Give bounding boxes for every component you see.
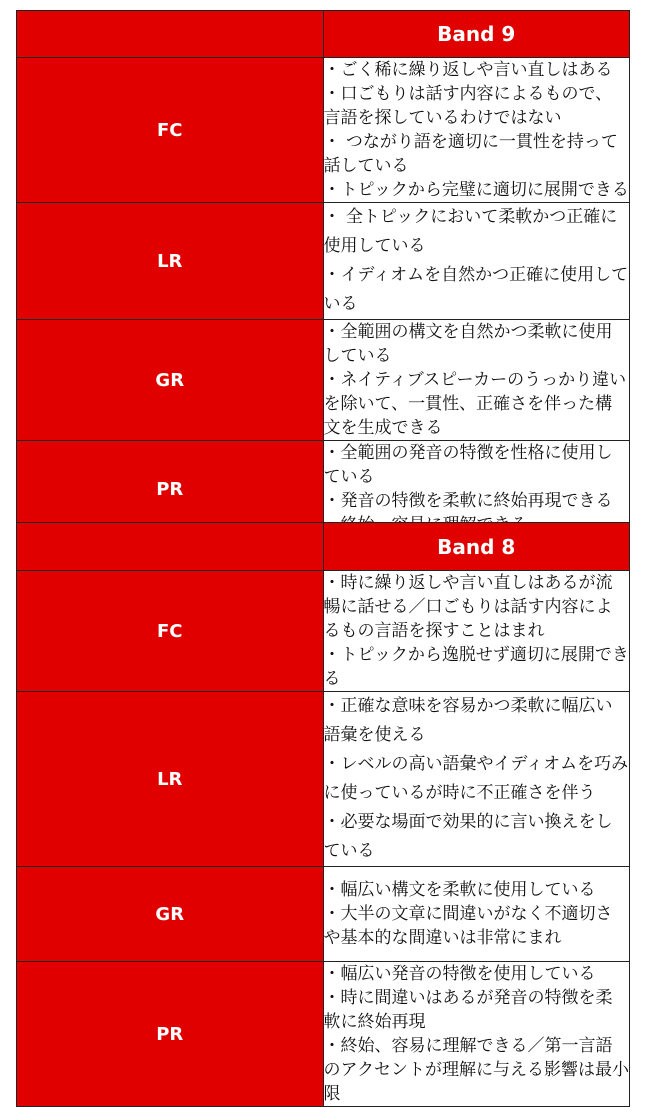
table-row (17, 692, 630, 867)
descriptor-line: ・イディオムを自然かつ正確に使用している (323, 265, 629, 314)
band8-table (16, 522, 630, 1107)
descriptor-line: ・トピックから逸脱せず適切に展開できる (323, 645, 629, 689)
table-row (17, 962, 630, 1107)
header-blank-cell (17, 523, 324, 571)
descriptor-cell (323, 692, 630, 867)
descriptor-line: ・時に間違いはあるが発音の特徴を柔軟に終始再現 (323, 988, 613, 1032)
header-blank-cell (17, 11, 324, 58)
descriptor-line: ・全範囲の発音の特徴を性格に使用している (323, 443, 613, 487)
descriptor-line: ・発音の特徴を柔軟に終始再現できる (323, 491, 613, 511)
table-row (17, 571, 630, 692)
descriptor-line: ・ つながり語を適切に一貫性を持って話している (323, 132, 618, 176)
criterion-gr: GR (17, 320, 324, 441)
descriptor-line: ・トピックから完璧に適切に展開できる (323, 180, 629, 200)
descriptor-line: ・時に繰り返しや言い直しはあるが流暢に話せる／口ごもりは話す内容によるもの言語を探すことはまれ (323, 573, 613, 641)
criterion-lr: LR (17, 692, 324, 867)
table-row (17, 867, 630, 962)
descriptor-cell (323, 203, 630, 320)
descriptor-cell (323, 320, 630, 441)
criterion-fc: FC (17, 571, 324, 692)
descriptor-line: ・ 全トピックにおいて柔軟かつ正確に使用している (323, 207, 618, 256)
descriptor-line: ・ネイティブスピーカーのうっかり違いを除いて、一貫性、正確さを伴った構文を生成できる (323, 370, 627, 438)
table-row (17, 203, 630, 320)
descriptor-cell (323, 962, 630, 1107)
criterion-gr: GR (17, 867, 324, 962)
criterion-pr: PR (17, 441, 324, 538)
criterion-lr: LR (17, 203, 324, 320)
descriptor-line: ・レベルの高い語彙やイディオムを巧みに使っているが時に不正確さを伴う (323, 754, 629, 803)
descriptor-cell (323, 58, 630, 203)
descriptor-cell (323, 571, 630, 692)
band9-table (16, 10, 630, 538)
descriptor-line: ・必要な場面で効果的に言い換えをしている (323, 812, 613, 861)
descriptor-line: ・正確な意味を容易かつ柔軟に幅広い語彙を使える (323, 696, 613, 745)
descriptor-cell (323, 867, 630, 962)
descriptor-line: ・終始、容易に理解できる／第一言語のアクセントが理解に与える影響は最小限 (323, 1036, 629, 1104)
descriptor-line: ・ごく稀に繰り返しや言い直しはある (323, 60, 613, 80)
descriptor-line: ・口ごもりは話す内容によるもので、言語を探しているわけではない (323, 84, 613, 128)
band9-title: Band 9 (323, 11, 630, 58)
band8-title: Band 8 (323, 523, 630, 571)
descriptor-line: ・大半の文章に間違いがなく不適切さや基本的な間違いは非常にまれ (323, 904, 613, 948)
descriptor-line: ・幅広い構文を柔軟に使用している (323, 880, 596, 900)
criterion-fc: FC (17, 58, 324, 203)
descriptor-line: ・全範囲の構文を自然かつ柔軟に使用している (323, 322, 613, 366)
table-row (17, 58, 630, 203)
criterion-pr: PR (17, 962, 324, 1107)
descriptor-line: ・幅広い発音の特徴を使用している (323, 964, 596, 984)
table-row (17, 320, 630, 441)
